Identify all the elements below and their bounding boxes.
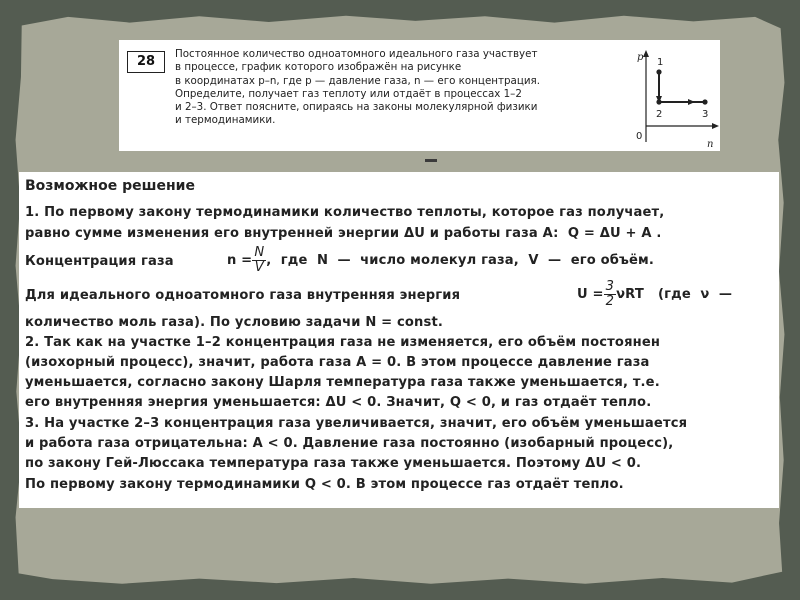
solution-line: количество моль газа). По условию задачи N = const. xyxy=(25,315,443,330)
fraction-denominator: 2 xyxy=(605,294,615,309)
x-axis-arrow xyxy=(712,123,719,129)
formula-lhs: n = xyxy=(227,253,253,268)
solution-line: уменьшается, согласно закону Шарля температура газа также уменьшается, т.е. xyxy=(25,375,660,390)
solution-title: Возможное решение xyxy=(25,178,195,194)
solution-line: 3. На участке 2–3 концентрация газа увеличивается, значит, его объём уменьшается xyxy=(25,416,688,431)
y-axis-label: p xyxy=(637,52,644,63)
y-axis-arrow xyxy=(643,50,649,57)
solution-line: По первому закону термодинамики Q < 0. В этом процессе газ отдаёт тепло. xyxy=(25,477,624,492)
problem-line: и 2–3. Ответ поясните, опираясь на законы молекулярной физики xyxy=(175,101,538,114)
point-1 xyxy=(656,69,661,74)
arrow-2-3 xyxy=(688,99,695,105)
point-2-label: 2 xyxy=(656,109,663,120)
origin-label: 0 xyxy=(636,131,643,142)
problem-line: Определите, получает газ теплоту или отдаёт в процессах 1–2 xyxy=(175,87,522,100)
problem-line: Постоянное количество одноатомного идеального газа участвует xyxy=(175,48,538,60)
point-1-label: 1 xyxy=(657,57,664,68)
point-3 xyxy=(702,99,707,104)
solution-line: равно сумме изменения его внутренней энергии ΔU и работы газа A: Q = ΔU + A . xyxy=(25,226,662,241)
x-axis-label: n xyxy=(707,139,714,150)
formula-rest: , где N — число молекул газа, V — его объём. xyxy=(266,253,654,268)
p-n-graph xyxy=(627,46,719,150)
point-3-label: 3 xyxy=(702,109,709,120)
formula-rest: νRT (где ν — xyxy=(616,287,733,302)
solution-line: Концентрация газа xyxy=(25,254,174,269)
fraction-denominator: V xyxy=(254,260,264,275)
separator-mark xyxy=(425,159,437,162)
solution-line: его внутренняя энергия уменьшается: ΔU < 0. Значит, Q < 0, и газ отдаёт тепло. xyxy=(25,395,652,410)
concentration-formula xyxy=(227,246,654,275)
solution-line: по закону Гей-Люссака температура газа также уменьшается. Поэтому ΔU < 0. xyxy=(25,456,642,471)
problem-line: в координатах p–n, где p — давление газа, n — его концентрация. xyxy=(175,74,541,87)
problem-line: в процессе, график которого изображён на рисунке xyxy=(175,61,462,74)
point-2 xyxy=(656,99,661,104)
solution-line: и работа газа отрицательна: A < 0. Давление газа постоянно (изобарный процесс), xyxy=(25,436,674,451)
problem-card xyxy=(119,40,720,151)
solution-line: Для идеального одноатомного газа внутренняя энергия xyxy=(25,288,461,303)
problem-statement xyxy=(175,48,615,128)
fraction-numerator: N xyxy=(254,245,265,260)
solution-card xyxy=(19,172,779,508)
fraction xyxy=(604,280,616,309)
problem-line: и термодинамики. xyxy=(175,114,276,127)
formula-lhs: U = xyxy=(577,287,604,302)
fraction xyxy=(252,246,266,275)
energy-formula xyxy=(577,280,732,309)
solution-line: 2. Так как на участке 1–2 концентрация газа не изменяется, его объём постоянен xyxy=(25,335,661,350)
fraction-numerator: 3 xyxy=(605,279,615,294)
solution-line: (изохорный процесс), значит, работа газа A = 0. В этом процессе давление газа xyxy=(25,355,650,370)
solution-line: 1. По первому закону термодинамики количество теплоты, которое газ получает, xyxy=(25,205,665,220)
problem-number: 28 xyxy=(127,51,165,73)
